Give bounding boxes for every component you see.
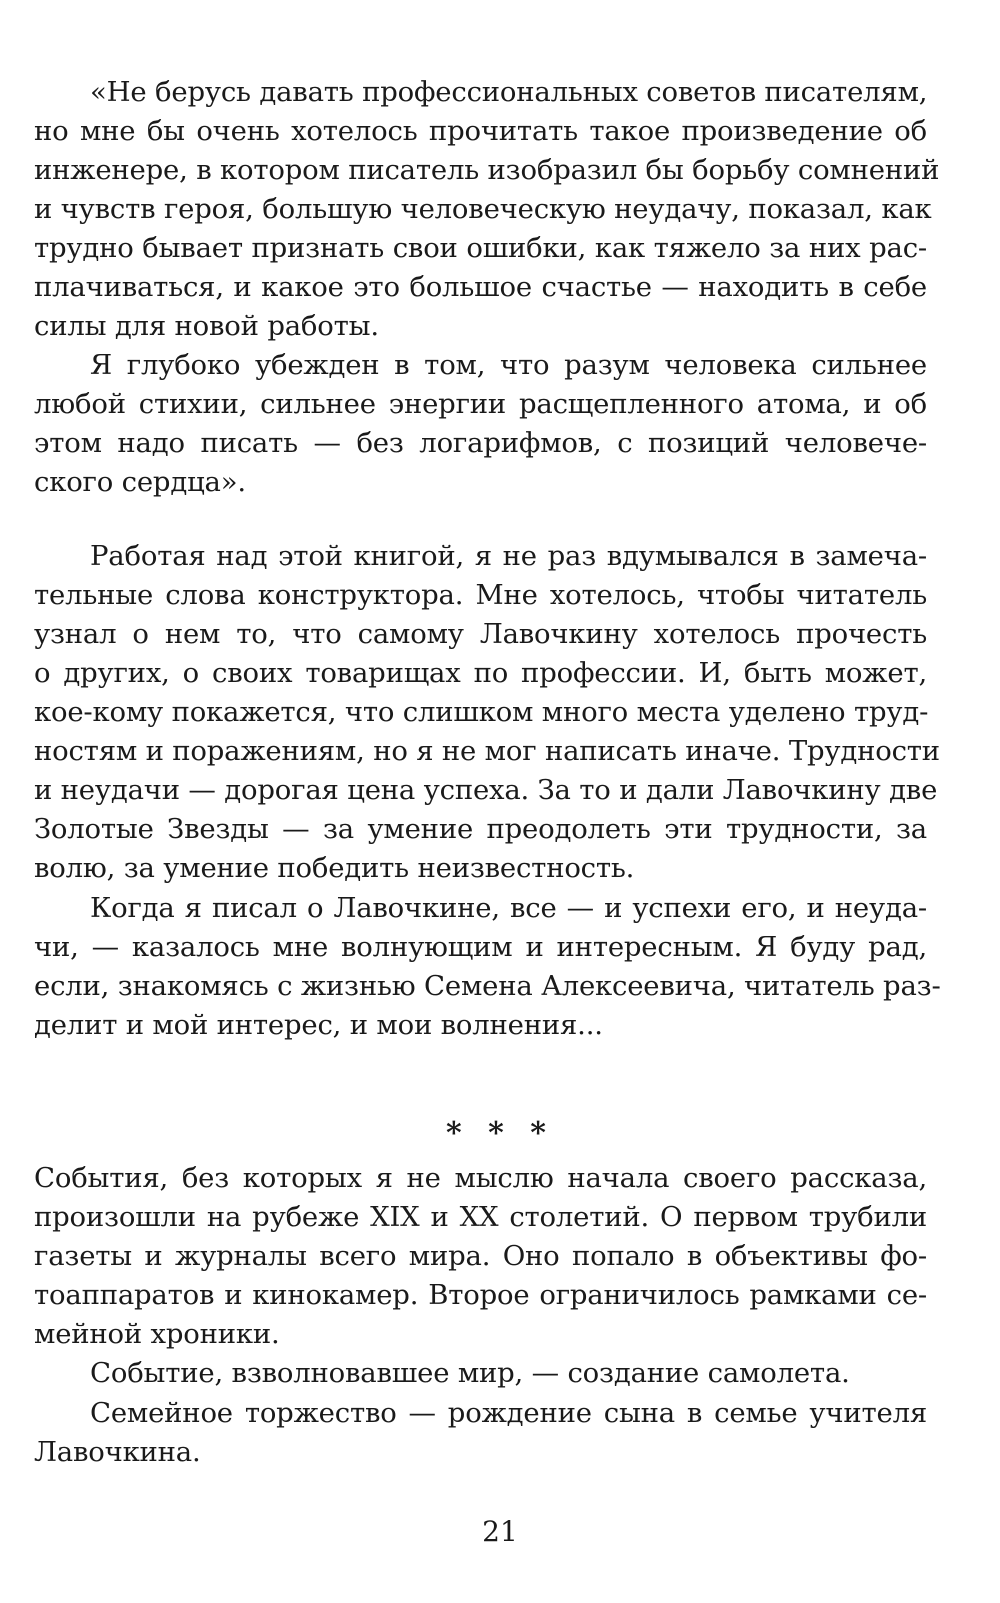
text-line: Когда я писал о Лавочкине, все — и успехи его, и неуда- bbox=[90, 892, 927, 924]
text-line: чи, — казалось мне волнующим и интересным. Я буду рад, bbox=[34, 931, 927, 963]
text-line: силы для новой работы. bbox=[34, 310, 379, 342]
text-line: «Не берусь давать профессиональных советов писателям, bbox=[90, 76, 928, 108]
text-line: Лавочкина. bbox=[34, 1436, 201, 1468]
text-line: этом надо писать — без логарифмов, с позиций человече- bbox=[34, 427, 927, 459]
text-line: волю, за умение победить неизвестность. bbox=[34, 852, 635, 884]
text-line: Я глубоко убежден в том, что разум человека сильнее bbox=[90, 349, 927, 381]
text-line: тоаппаратов и кинокамер. Второе ограничилось рамками се- bbox=[34, 1279, 927, 1311]
text-line: трудно бывает признать свои ошибки, как тяжело за них рас- bbox=[34, 232, 927, 264]
text-line: произошли на рубеже XIX и XX столетий. О первом трубили bbox=[34, 1201, 927, 1233]
text-line: тельные слова конструктора. Мне хотелось, чтобы читатель bbox=[34, 579, 927, 611]
text-line: ского сердца». bbox=[34, 466, 246, 498]
text-line: кое-кому покажется, что слишком много места уделено труд- bbox=[34, 696, 929, 728]
section-separator: * * * bbox=[446, 1116, 554, 1151]
text-line: Золотые Звезды — за умение преодолеть эти трудности, за bbox=[34, 813, 927, 845]
text-line: узнал о нем то, что самому Лавочкину хотелось прочесть bbox=[34, 618, 927, 650]
text-line: если, знакомясь с жизнью Семена Алексеевича, читатель раз- bbox=[34, 970, 941, 1002]
text-line: любой стихии, сильнее энергии расщепленного атома, и об bbox=[34, 388, 927, 420]
text-line: газеты и журналы всего мира. Оно попало в объективы фо- bbox=[34, 1240, 927, 1272]
text-line: Событие, взволновавшее мир, — создание самолета. bbox=[90, 1357, 850, 1389]
page-number: 21 bbox=[482, 1515, 518, 1548]
text-line: Работая над этой книгой, я не раз вдумывался в замеча- bbox=[90, 540, 927, 572]
text-line: мейной хроники. bbox=[34, 1318, 280, 1350]
text-line: ностям и поражениям, но я не мог написать иначе. Трудности bbox=[34, 735, 940, 767]
text-line: и чувств героя, большую человеческую неудачу, показал, как bbox=[34, 193, 932, 225]
text-line: о других, о своих товарищах по профессии. И, быть может, bbox=[34, 657, 927, 689]
text-line: и неудачи — дорогая цена успеха. За то и дали Лавочкину две bbox=[34, 774, 938, 806]
text-line: Семейное торжество — рождение сына в семье учителя bbox=[90, 1397, 927, 1429]
text-line: События, без которых я не мыслю начала своего рассказа, bbox=[34, 1162, 927, 1194]
text-line: делит и мой интерес, и мои волнения... bbox=[34, 1009, 603, 1041]
text-line: плачиваться, и какое это большое счастье — находить в себе bbox=[34, 271, 927, 303]
text-line: инженере, в котором писатель изобразил бы борьбу сомнений bbox=[34, 154, 940, 186]
text-line: но мне бы очень хотелось прочитать такое произведение об bbox=[34, 115, 927, 147]
